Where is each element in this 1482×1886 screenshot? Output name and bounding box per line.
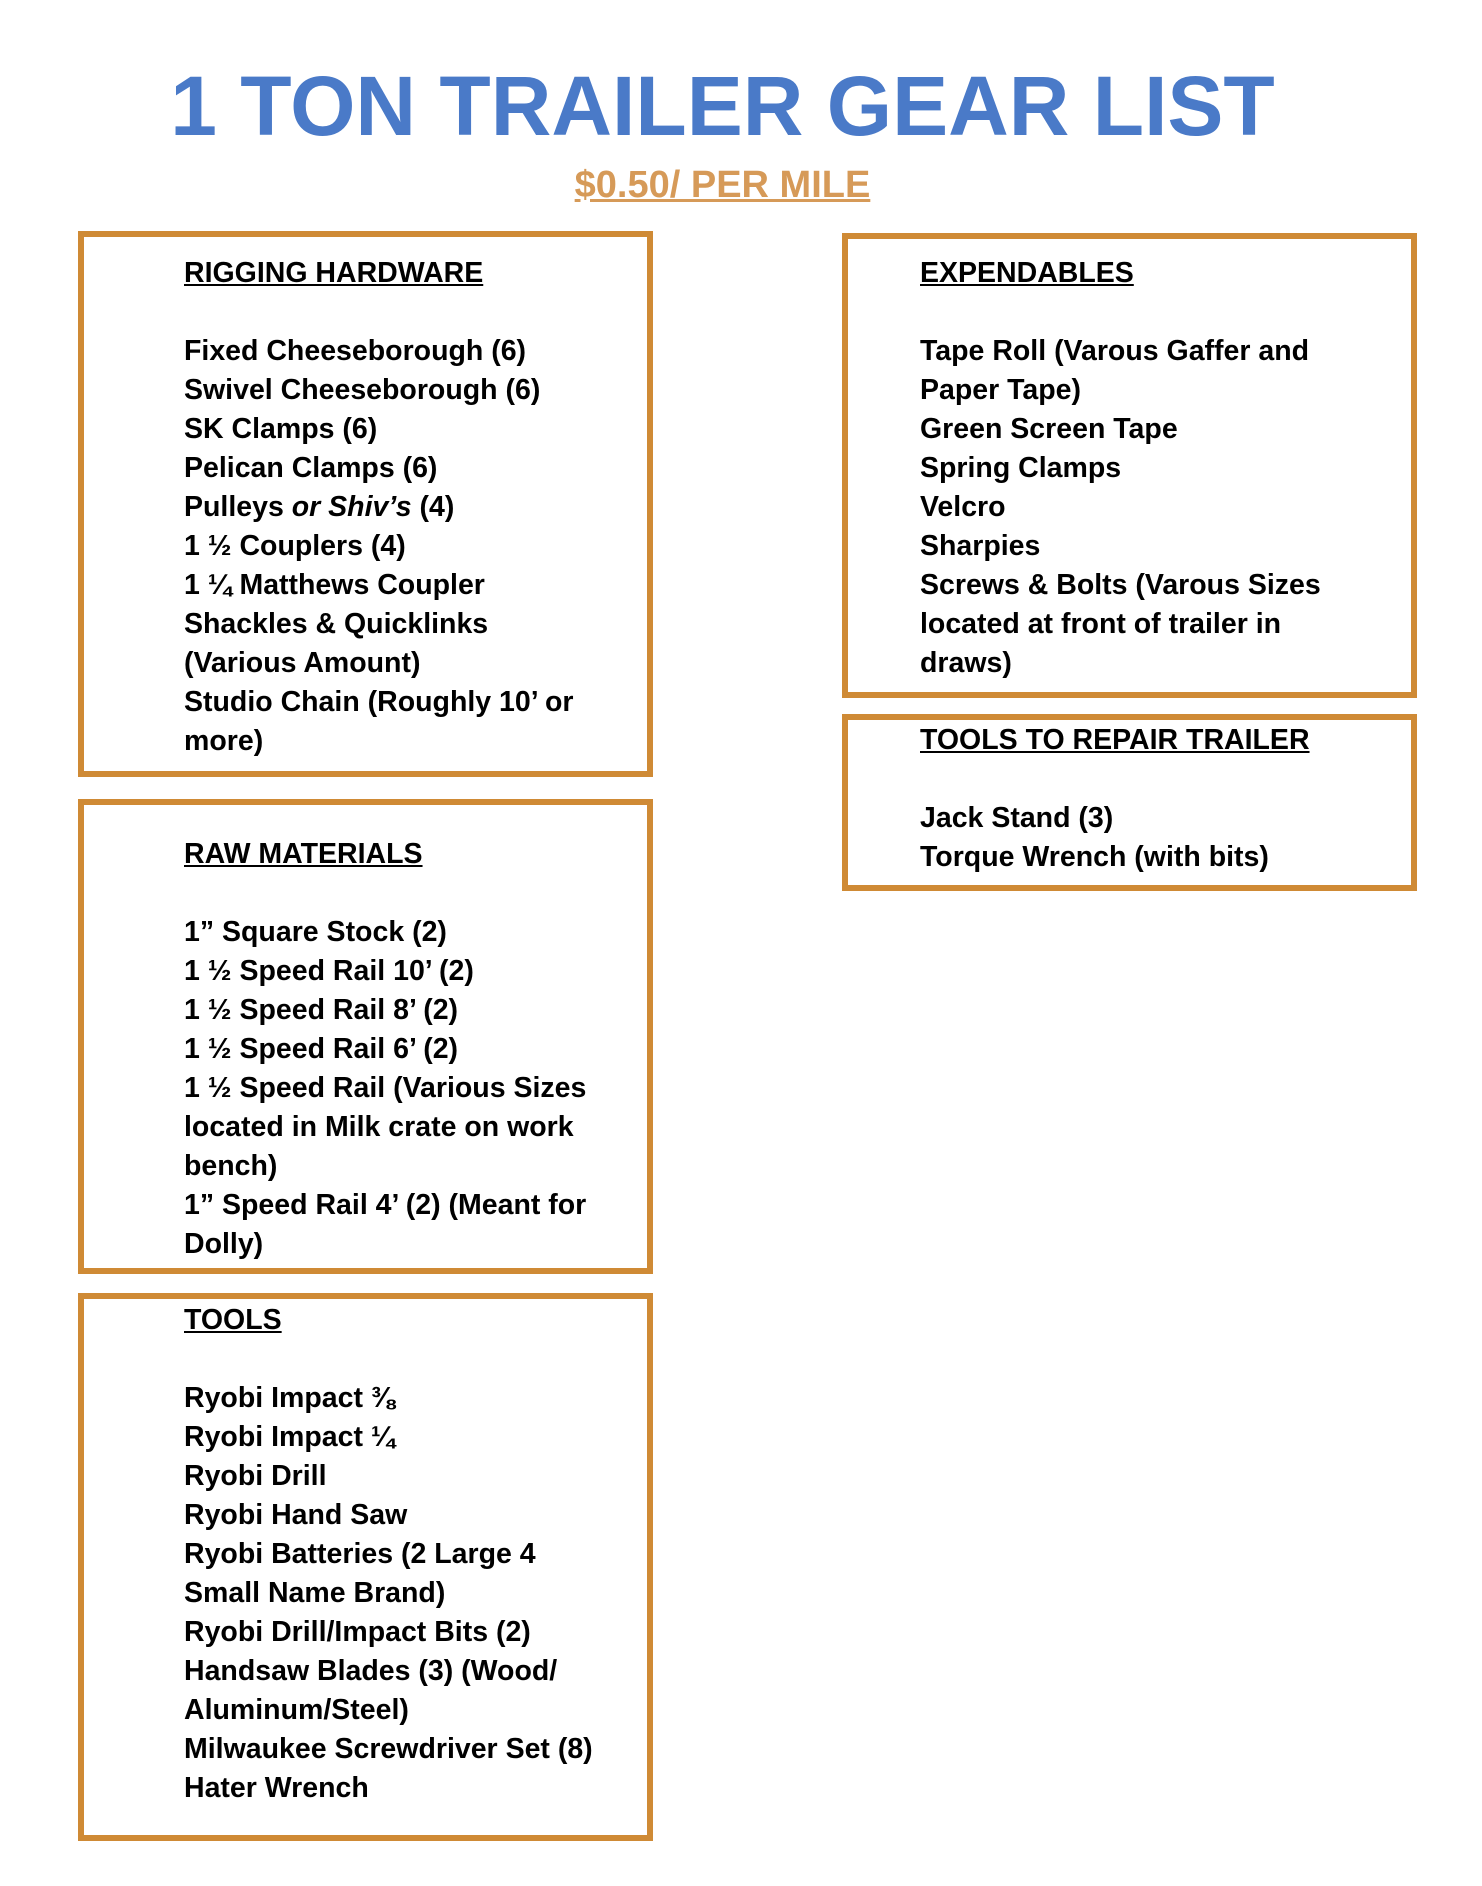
list-item: Torque Wrench (with bits) [920,841,1269,873]
section-heading: TOOLS [184,1304,282,1336]
rigging-hardware-box [78,231,653,777]
pulleys-italic: or Shiv’s [291,491,412,523]
list-item: Shackles & Quicklinks [184,608,489,640]
list-item-pulleys [184,488,627,527]
list-item: 1 ½ Speed Rail 10’ (2) [184,955,474,987]
price-per-mile: $0.50/ PER MILE [574,164,871,206]
page-title: 1 TON TRAILER GEAR LIST [170,59,1275,153]
list-item: Ryobi Hand Saw [184,1499,408,1531]
list-item: Fixed Cheeseborough (6) [184,335,527,367]
list-item: Pelican Clamps (6) [184,452,438,484]
list-item: 1 ½ Speed Rail 6’ (2) [184,1033,459,1065]
list-item: (Various Amount) [184,647,421,679]
list-item: Jack Stand (3) [920,802,1114,834]
list-item: Ryobi Impact ⅜ [184,1382,395,1414]
list-item: 1” Square Stock (2) [184,916,447,948]
list-item: more) [184,725,264,757]
list-item: Hater Wrench [184,1772,369,1804]
list-item: Green Screen Tape [920,413,1178,445]
expendables-box [842,233,1417,698]
list-item: Handsaw Blades (3) (Wood/ [184,1655,558,1687]
list-item: draws) [920,647,1012,679]
repair-tools-box [842,714,1417,891]
list-item: Milwaukee Screwdriver Set (8) [184,1733,593,1765]
pulleys-qty: (4) [411,491,455,523]
list-item: Small Name Brand) [184,1577,446,1609]
list-item: Swivel Cheeseborough (6) [184,374,541,406]
list-item: Ryobi Batteries (2 Large 4 [184,1538,536,1570]
list-item: located in Milk crate on work [184,1111,574,1143]
list-item: 1 ½ Couplers (4) [184,530,406,562]
list-item: 1 ½ Speed Rail (Various Sizes [184,1072,587,1104]
list-item: Paper Tape) [920,374,1082,406]
list-item: Dolly) [184,1228,264,1260]
raw-materials-box [78,799,653,1274]
list-item: SK Clamps (6) [184,413,378,445]
list-item: Ryobi Impact ¼ [184,1421,395,1453]
list-item: Screws & Bolts (Varous Sizes [920,569,1321,601]
section-heading: RIGGING HARDWARE [184,257,484,289]
list-item: 1 ½ Speed Rail 8’ (2) [184,994,459,1026]
section-heading: EXPENDABLES [920,257,1134,289]
list-item: Velcro [920,491,1006,523]
list-item: Spring Clamps [920,452,1122,484]
list-item: Tape Roll (Varous Gaffer and [920,335,1310,367]
list-item: located at front of trailer in [920,608,1282,640]
section-heading: TOOLS TO REPAIR TRAILER [920,724,1310,756]
list-item: Studio Chain (Roughly 10’ or [184,686,574,718]
pulleys-label: Pulleys [184,491,292,523]
list-item: Ryobi Drill [184,1460,327,1492]
list-item: 1 ¼ Matthews Coupler [184,569,485,601]
section-heading: RAW MATERIALS [184,838,423,870]
list-item: Sharpies [920,530,1041,562]
list-item: bench) [184,1150,278,1182]
tools-box [78,1293,653,1841]
list-item: 1” Speed Rail 4’ (2) (Meant for [184,1189,587,1221]
list-item: Ryobi Drill/Impact Bits (2) [184,1616,531,1648]
list-item: Aluminum/Steel) [184,1694,409,1726]
